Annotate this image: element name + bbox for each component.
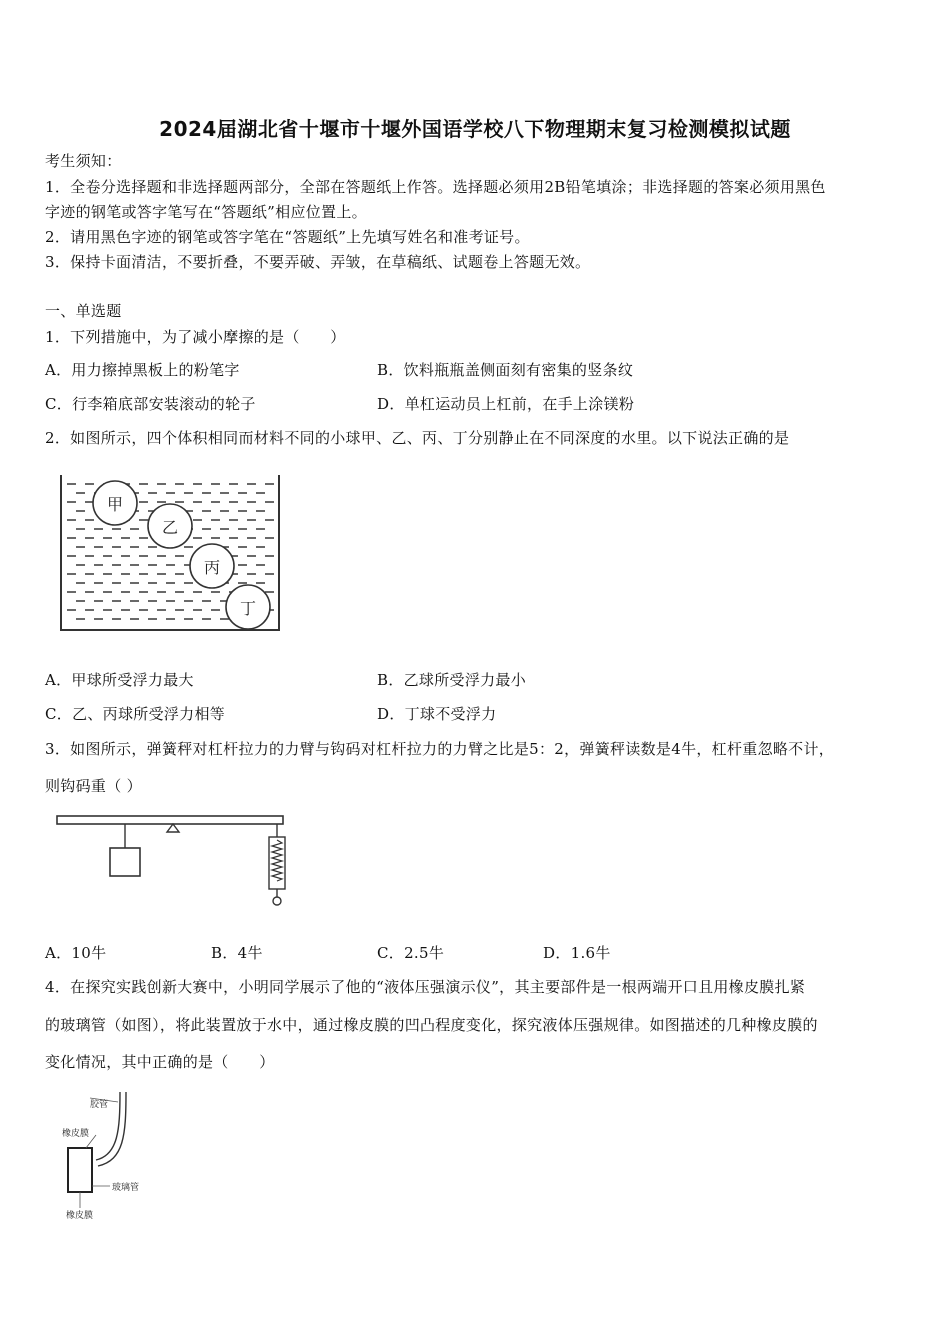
q3-stem: 3．如图所示，弹簧秤对杠杆拉力的力臂与钩码对杠杆拉力的力臂之比是5：2，弹簧秤读数是4牛，杠杆重忽略不计， [45, 740, 835, 758]
q2-option-c: C．乙、丙球所受浮力相等 [45, 705, 226, 723]
notice-item-2: 2．请用黑色字迹的钢笔或答字笔在“答题纸”上先填写姓名和准考证号。 [45, 228, 530, 246]
ball-jia [93, 481, 137, 525]
notice-item-1-cont: 字迹的钢笔或答字笔写在“答题纸”相应位置上。 [45, 203, 367, 221]
q1-option-a: A．用力擦掉黑板上的粉笔字 [45, 361, 240, 379]
q2-stem: 2．如图所示，四个体积相同而材料不同的小球甲、乙、丙、丁分别静止在不同深度的水里。以下说法正确的是 [45, 429, 790, 447]
fulcrum [167, 824, 179, 832]
q4-stem-cont-1: 的玻璃管（如图），将此装置放于水中，通过橡皮膜的凹凸程度变化，探究液体压强规律。如图描述的几种橡皮膜的 [45, 1016, 818, 1034]
page-title: 2024届湖北省十堰市十堰外国语学校八下物理期末复习检测模拟试题 [159, 117, 791, 141]
ball-jia-label: 甲 [106, 495, 124, 514]
q1-stem: 1．下列措施中，为了减小摩擦的是（ ） [45, 328, 346, 346]
ball-yi-label: 乙 [161, 518, 179, 537]
hook-weight [110, 848, 140, 876]
q2-option-a: A．甲球所受浮力最大 [45, 671, 194, 689]
label-hose: 胶管 [90, 1100, 109, 1110]
q1-option-b: B．饮料瓶瓶盖侧面刻有密集的竖条纹 [377, 361, 634, 379]
q3-lever-figure [55, 812, 295, 912]
q3-stem-cont: 则钩码重（ ） [45, 777, 142, 795]
lever-bar [57, 816, 283, 824]
ball-bing [190, 544, 234, 588]
q4-stem-cont-2: 变化情况，其中正确的是（ ） [45, 1053, 275, 1071]
q3-option-d: D．1.6牛 [543, 944, 611, 962]
notice-item-3: 3．保持卡面清洁，不要折叠，不要弄破、弄皱，在草稿纸、试题卷上答题无效。 [45, 253, 591, 271]
ball-ding [226, 585, 270, 629]
spring-scale [269, 824, 285, 905]
q2-water-tank-figure [55, 470, 285, 635]
q4-stem: 4．在探究实践创新大赛中，小明同学展示了他的“液体压强演示仪”，其主要部件是一根两端开口且用橡皮膜扎紧 [45, 978, 806, 996]
q2-option-d: D．丁球不受浮力 [377, 705, 497, 723]
glass-tube [68, 1148, 92, 1192]
section-heading: 一、单选题 [45, 302, 122, 320]
ball-bing-label: 丙 [203, 558, 221, 577]
notice-item-1: 1．全卷分选择题和非选择题两部分，全部在答题纸上作答。选择题必须用2B铅笔填涂；非选择题的答案必须用黑色 [45, 178, 826, 196]
q1-option-c: C．行李箱底部安装滚动的轮子 [45, 395, 256, 413]
q1-option-d: D．单杠运动员上杠前，在手上涂镁粉 [377, 395, 635, 413]
q3-option-b: B．4牛 [211, 944, 263, 962]
ball-yi [148, 504, 192, 548]
label-membrane-bottom: 橡皮膜 [66, 1211, 94, 1221]
q3-option-a: A．10牛 [45, 944, 107, 962]
q4-pressure-demo-figure [58, 1090, 168, 1225]
q2-option-b: B．乙球所受浮力最小 [377, 671, 527, 689]
label-membrane-top: 橡皮膜 [62, 1129, 90, 1139]
notice-heading: 考生须知： [45, 152, 122, 170]
label-glass-tube: 玻璃管 [112, 1183, 140, 1193]
q3-option-c: C．2.5牛 [377, 944, 445, 962]
ball-ding-label: 丁 [239, 599, 257, 618]
